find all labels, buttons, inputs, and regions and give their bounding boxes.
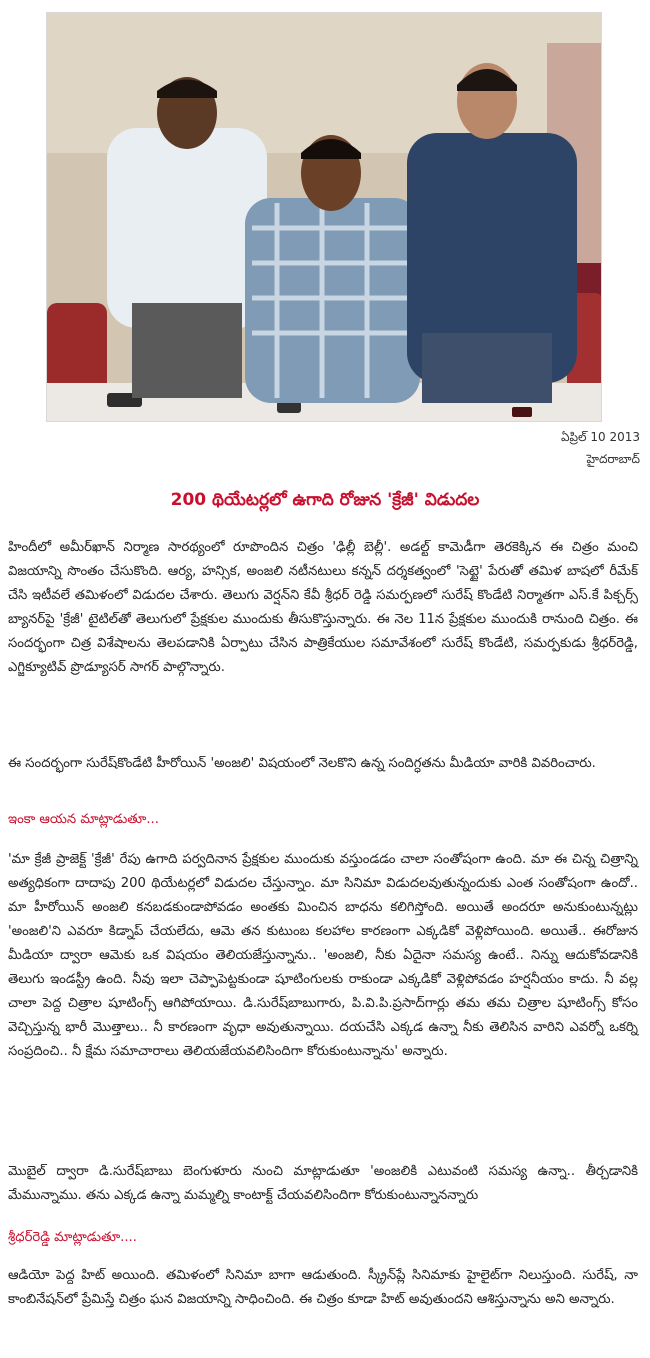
press-meet-photo xyxy=(46,12,602,422)
article-date: ఏప్రిల్ 10 2013 xyxy=(560,430,640,444)
article-headline: 200 థియేటర్లలో ఉగాది రోజున 'క్రేజీ' విడుదల xyxy=(170,490,480,510)
article-place: హైదరాబాద్ xyxy=(586,452,640,466)
section-subtitle-1: ఇంకా ఆయన మాట్లాడుతూ... xyxy=(8,812,159,827)
article-paragraph-5: ఆడియో పెద్ద హిట్ అయింది. తమిళంలో సినిమా బాగా ఆడుతుంది. స్క్రీన్‌ప్లే సినిమాకు హైలైట్‌గా నిలుస్తుంది. సురేష్, నా కాంబినేషన్‌లో ప్రేమిస్తే చిత్రం ఘన విజయాన్ని సాధించింది. ఈ చిత్రం కూడా హిట్ అవుతుందని ఆశిస్తున్నాను అని అన్నారు. xyxy=(8,1268,638,1307)
article-paragraph-4: మొబైల్ ద్వారా డి.సురేష్‌బాబు బెంగుళూరు నుంచి మాట్లాడుతూ 'అంజలికి ఎటువంటి సమస్య ఉన్నా.. తీర్చడానికి మేమున్నాము. తను ఎక్కడ ఉన్నా మమ్మల్ని కాంటాక్ట్ చేయవలిసిందిగా కోరుకుంటున్నానన్నారు xyxy=(8,1164,638,1203)
section-subtitle-2: శ్రీధర్‌రెడ్డి మాట్లాడుతూ.... xyxy=(8,1230,137,1245)
article-paragraph-2: ఈ సందర్భంగా సురేష్‌కొండేటి హీరోయిన్ 'అంజలి' విషయంలో నెలకొని ఉన్న సందిగ్ధతను మీడియా వారికి వివరించారు. xyxy=(8,756,596,771)
photo-illustration xyxy=(47,13,602,422)
article-paragraph-3: 'మా క్రేజీ ప్రాజెక్ట్ 'క్రేజీ' రేపు ఉగాది పర్వదినాన ప్రేక్షకుల ముందుకు వస్తుండడం చాలా సంతోషంగా ఉంది. మా ఈ చిన్న చిత్రాన్ని అత్యధికంగా దాదాపు 200 థియేటర్లలో విడుదల చేస్తున్నాం. మా సినిమా విడుదలవుతున్నందుకు ఎంత సంతోషంగా ఉందో.. మా హీరోయిన్ అంజలి కనబడకుండాపోవడం అంతకు మించిన బాధను కలిగిస్తోంది. అయితే అందరూ అనుకుంటున్నట్లు 'అంజలి'ని ఎవరూ కిడ్నాప్ చేయలేదు, ఆమె తన కుటుంబ కలహాల కారణంగా ఎక్కడికో వెళ్లిపోయింది. అయితే.. ఈరోజున మీడియా ద్వారా ఆమెకు ఒక విషయం తెలియజేస్తున్నాను.. 'అంజలి, నీకు ఏదైనా సమస్య ఉంటే.. నిన్ను ఆదుకోవడానికి తెలుగు ఇండస్ట్రీ ఉంది. నీవు ఇలా చెప్పాపెట్టకుండా షూటింగులకు రాకుండా ఎక్కడికో వెళ్లిపోవడం హర్షనీయం కాదు. నీ వల్ల చాలా పెద్ద చిత్రాల షూటింగ్స్ ఆగిపోయాయి. డి.సురేష్‌బాబుగారు, పి.వి.పి.ప్రసాద్‌గార్లు తమ తమ చిత్రాల షూటింగ్స్ కోసం వెచ్చిస్తున్న భారీ మొత్తాలు.. నీ కారణంగా వృధా అవుతున్నాయి. దయచేసి ఎక్కడ ఉన్నా నీకు తెలిసిన వారిని ఎవర్నో ఒకర్ని సంప్రదించి.. నీ క్షేమ సమాచారాలు తెలియజేయవలిసిందిగా కోరుకుంటున్నాను' అన్నారు. xyxy=(8,852,638,1059)
article-paragraph-1: హిందీలో అమీర్‌ఖాన్ నిర్మాణ సారథ్యంలో రూపొందిన చిత్రం 'ఢిల్లీ బెల్లీ'. అడల్ట్ కామెడీగా తెరకెక్కిన ఈ చిత్రం మంచి విజయాన్ని సొంతం చేసుకొంది. ఆర్య, హన్సిక, అంజలి నటీనటులు కన్నన్ దర్శకత్వంలో 'సెట్టై' పేరుతో తమిళ బాషలో రీమేక్ చేసి ఇటీవలే తమిళంలో విడుదల చేశారు. తెలుగు వెర్షన్‌ని కేవీ శ్రీధర్ రెడ్డి సమర్పణలో సురేష్ కొండేటి నిర్మాతగా ఎస్.కే పిక్చర్స్ బ్యానర్‌పై 'క్రేజీ' టైటిల్‌తో తెలుగులో ప్రేక్షకుల ముందుకు తీసుకొస్తున్నారు. ఈ నెల 11న ప్రేక్షకుల ముందుకి రానుంది చిత్రం. ఈ సందర్భంగా చిత్ర విశేషాలను తెలపడానికి ఏర్పాటు చేసిన పాత్రికేయుల సమావేశంలో సురేష్ కొండేటి, సమర్పకుడు శ్రీధర్‌రెడ్డి, ఎగ్జిక్యూటివ్ ప్రొడ్యూసర్ సాగర్ పాల్గొన్నారు. xyxy=(8,540,638,675)
